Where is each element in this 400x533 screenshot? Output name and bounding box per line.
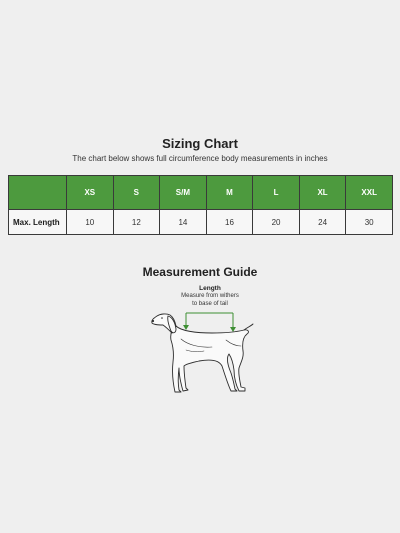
guide-title: Measurement Guide xyxy=(142,265,258,279)
dog-outline xyxy=(152,314,253,392)
cell-s: 12 xyxy=(113,210,160,235)
header-cell-xl: XL xyxy=(299,176,346,210)
header-cell-l: L xyxy=(253,176,300,210)
length-arrow-icon xyxy=(183,313,236,332)
cell-xxl: 30 xyxy=(346,210,393,235)
cell-xl: 24 xyxy=(299,210,346,235)
cell-l: 20 xyxy=(253,210,300,235)
cell-m: 16 xyxy=(206,210,253,235)
length-label: Length xyxy=(199,285,221,292)
header-cell-s: S xyxy=(113,176,160,210)
header-cell-sm: S/M xyxy=(160,176,207,210)
chart-title: Sizing Chart xyxy=(162,136,238,151)
chart-subtitle: The chart below shows full circumference body measurements in inches xyxy=(72,154,328,163)
length-description-line2: to base of tail xyxy=(192,300,228,307)
header-cell-xxl: XXL xyxy=(346,176,393,210)
cell-sm: 14 xyxy=(160,210,207,235)
length-description-line1: Measure from withers xyxy=(181,293,239,299)
row-label-max-length: Max. Length xyxy=(9,210,67,235)
header-cell-xs: XS xyxy=(67,176,114,210)
cell-xs: 10 xyxy=(67,210,114,235)
header-cell-m: M xyxy=(206,176,253,210)
